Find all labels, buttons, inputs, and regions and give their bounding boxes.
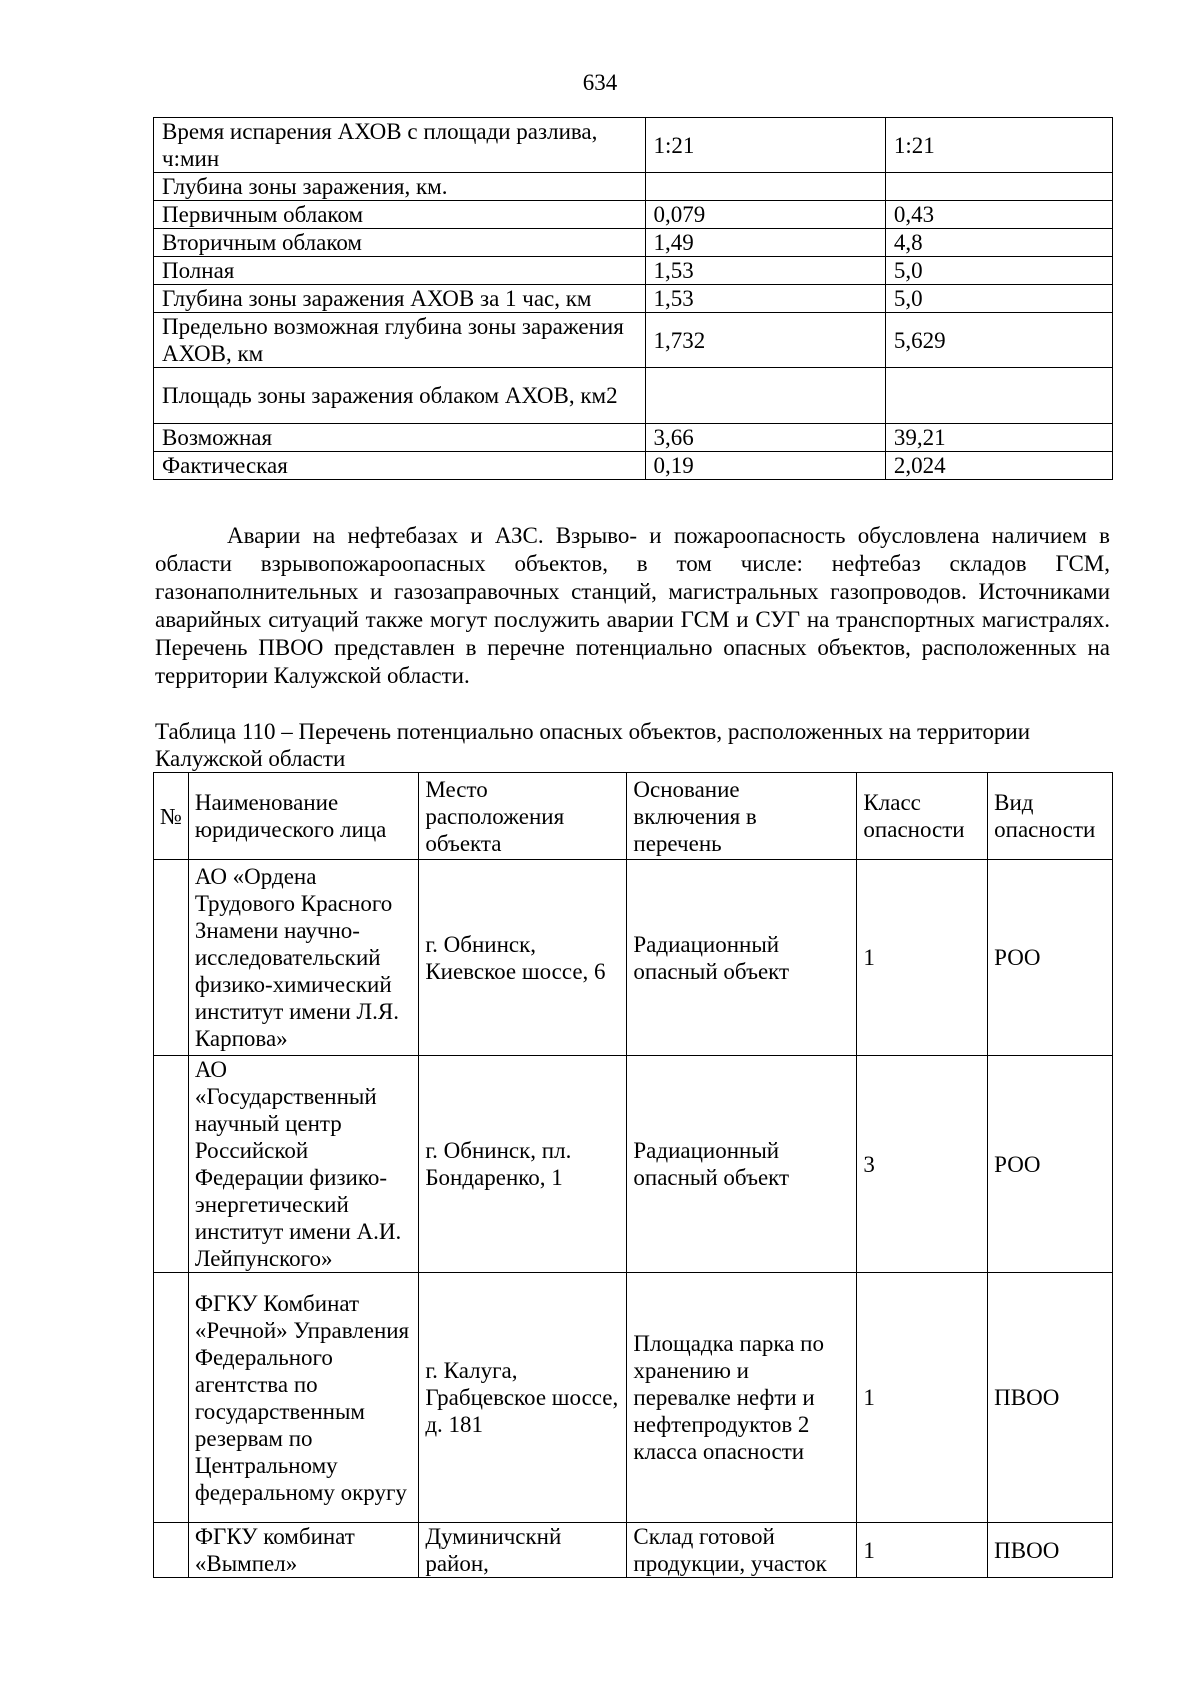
table-cell-value: 0,19: [645, 452, 885, 480]
table-header-row: [154, 773, 1113, 860]
cell-place: Думиничскнй район,: [419, 1523, 627, 1578]
table-cell-value: 1,53: [645, 257, 885, 285]
header-place: Место расположения объекта: [419, 773, 627, 860]
table-cell-value: 5,0: [885, 285, 1112, 313]
cell-basis: Радиационный опасный объект: [627, 860, 857, 1056]
table-cell-value: 0,079: [645, 201, 885, 229]
cell-type: ПВОО: [988, 1523, 1113, 1578]
cell-basis: Радиационный опасный объект: [627, 1056, 857, 1273]
table-row: [154, 313, 1113, 368]
table-cell-value: 1,732: [645, 313, 885, 368]
table-cell-value: 1,53: [645, 285, 885, 313]
cell-class: 1: [857, 1273, 988, 1523]
hazardous-objects-table: [153, 772, 1113, 1578]
page-number: 634: [582, 70, 618, 95]
table-cell-label: Время испарения АХОВ с площади разлива, ч:мин: [154, 118, 646, 173]
cell-basis: Склад готовой продукции, участок: [627, 1523, 857, 1578]
cell-name: АО «Государственный научный центр Российской Федерации физико-энергетический институт имени А.И. Лейпунского»: [188, 1056, 418, 1273]
table-row: [154, 1273, 1113, 1523]
table-cell-label: Фактическая: [154, 452, 646, 480]
table-cell-value: 4,8: [885, 229, 1112, 257]
cell-num: [154, 860, 189, 1056]
table-cell-value: 0,43: [885, 201, 1112, 229]
body-paragraph: Аварии на нефтебазах и АЗС. Взрыво- и пожароопасность обусловлена наличием в области взрывопожароопасных объектов, в том числе: нефтебаз складов ГСМ, газонаполнительных и газозаправочных станций, магистральных газопроводов. Источниками аварийных ситуаций также могут послужить аварии ГСМ и СУГ на транспортных магистралях. Перечень ПВОО представлен в перечне потенциально опасных объектов, расположенных на территории Калужской области.: [155, 523, 1110, 688]
cell-name: АО «Ордена Трудового Красного Знамени научно-исследовательский физико-химический институт имени Л.Я. Карпова»: [188, 860, 418, 1056]
table-cell-value: 2,024: [885, 452, 1112, 480]
table-cell-value: [885, 368, 1112, 424]
table-cell-value: 39,21: [885, 424, 1112, 452]
header-name: Наименование юридического лица: [188, 773, 418, 860]
table-row: [154, 1056, 1113, 1273]
table-row: [154, 452, 1113, 480]
table-caption: Таблица 110 – Перечень потенциально опасных объектов, расположенных на территории Калужской области: [155, 719, 1031, 771]
table-cell-value: [885, 173, 1112, 201]
table-row: [154, 285, 1113, 313]
table-row: [154, 229, 1113, 257]
table-cell-label: Глубина зоны заражения АХОВ за 1 час, км: [154, 285, 646, 313]
table-cell-value: 5,0: [885, 257, 1112, 285]
table-cell-label: Площадь зоны заражения облаком АХОВ, км2: [154, 368, 646, 424]
cell-class: 1: [857, 1523, 988, 1578]
cell-num: [154, 1273, 189, 1523]
table-cell-label: Предельно возможная глубина зоны заражения АХОВ, км: [154, 313, 646, 368]
table-row: [154, 1523, 1113, 1578]
table-cell-value: 1,49: [645, 229, 885, 257]
table-row: [154, 860, 1113, 1056]
table-cell-value: 3,66: [645, 424, 885, 452]
table-cell-value: [645, 368, 885, 424]
table-cell-value: 5,629: [885, 313, 1112, 368]
cell-class: 3: [857, 1056, 988, 1273]
table-cell-label: Вторичным облаком: [154, 229, 646, 257]
table-cell-label: Первичным облаком: [154, 201, 646, 229]
table-cell-label: Полная: [154, 257, 646, 285]
evaporation-parameters-table: [153, 117, 1113, 480]
cell-place: г. Обнинск, пл. Бондаренко, 1: [419, 1056, 627, 1273]
cell-type: РОО: [988, 860, 1113, 1056]
table-row: [154, 424, 1113, 452]
table-cell-value: 1:21: [885, 118, 1112, 173]
header-num: №: [154, 773, 189, 860]
cell-num: [154, 1523, 189, 1578]
header-class: Класс опасности: [857, 773, 988, 860]
table-row: [154, 118, 1113, 173]
header-type: Вид опасности: [988, 773, 1113, 860]
cell-place: г. Обнинск, Киевское шоссе, 6: [419, 860, 627, 1056]
cell-class: 1: [857, 860, 988, 1056]
cell-basis: Площадка парка по хранению и перевалке нефти и нефтепродуктов 2 класса опасности: [627, 1273, 857, 1523]
cell-num: [154, 1056, 189, 1273]
table-cell-value: 1:21: [645, 118, 885, 173]
table-cell-value: [645, 173, 885, 201]
cell-type: РОО: [988, 1056, 1113, 1273]
cell-place: г. Калуга, Грабцевское шоссе, д. 181: [419, 1273, 627, 1523]
header-basis: Основание включения в перечень: [627, 773, 857, 860]
cell-name: ФГКУ Комбинат «Речной» Управления Федерального агентства по государственным резервам по Центральному федеральному округу: [188, 1273, 418, 1523]
table-row: [154, 173, 1113, 201]
cell-type: ПВОО: [988, 1273, 1113, 1523]
table-row: [154, 201, 1113, 229]
table-row: [154, 257, 1113, 285]
table-row: [154, 368, 1113, 424]
cell-name: ФГКУ комбинат «Вымпел»: [188, 1523, 418, 1578]
table-cell-label: Возможная: [154, 424, 646, 452]
table-cell-label: Глубина зоны заражения, км.: [154, 173, 646, 201]
